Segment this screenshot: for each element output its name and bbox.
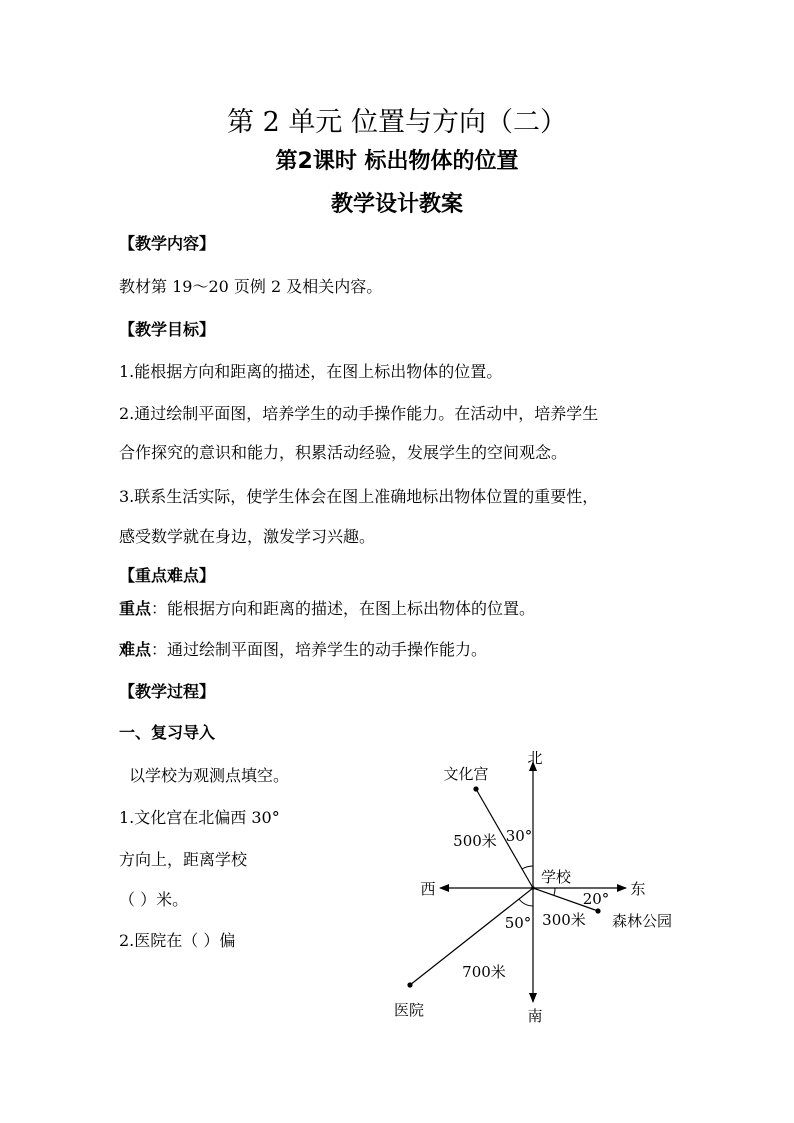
question-2-line-1: 2.医院在（ ）偏 (119, 931, 236, 950)
question-1-line-1: 1.文化宫在北偏西 30° (119, 808, 280, 827)
east-label: 东 (630, 880, 646, 898)
distance-culture-palace: 500米 (453, 832, 497, 850)
doc-type-title: 教学设计教案 (330, 192, 463, 217)
culture-palace-point (473, 786, 478, 791)
angle-arc-50 (519, 899, 533, 906)
content-heading: 【教学内容】 (119, 234, 216, 253)
content-text: 教材第 19～20 页例 2 及相关内容。 (119, 277, 383, 296)
process-heading: 【教学过程】 (119, 682, 216, 701)
question-1-line-2: 方向上，距离学校 (119, 850, 248, 869)
angle-arc-20 (554, 888, 555, 895)
west-label: 西 (420, 880, 436, 898)
question-1-blank-line: （ ）米。 (119, 890, 189, 909)
angle-forest-park: 20° (582, 890, 610, 908)
goal-3-line-2: 感受数学就在身边，激发学习兴趣。 (119, 527, 376, 546)
north-label: 北 (527, 749, 543, 767)
hospital-point (407, 982, 412, 987)
angle-hospital: 50° (504, 914, 532, 932)
angle-culture-palace: 30° (505, 827, 533, 845)
forest-park-label: 森林公园 (611, 912, 673, 930)
intro-text: 以学校为观测点填空。 (129, 766, 290, 785)
lesson-title: 第2课时 标出物体的位置 (275, 149, 519, 174)
document-title: 第 2 单元 位置与方向（二） (227, 107, 567, 138)
culture-palace-label: 文化宫 (443, 765, 489, 783)
key-point-label: 重点 (119, 599, 152, 618)
goal-3-line-1: 3.联系生活实际，使学生体会在图上准确地标出物体位置的重要性， (119, 487, 599, 506)
goal-1: 1.能根据方向和距离的描述，在图上标出物体的位置。 (119, 362, 503, 381)
key-points-heading: 【重点难点】 (119, 566, 216, 585)
difficulty-text: ：通过绘制平面图，培养学生的动手操作能力。 (151, 640, 488, 659)
difficulty-label: 难点 (119, 640, 152, 659)
school-point (531, 886, 535, 890)
angle-arc-30 (522, 866, 533, 869)
forest-park-point (595, 908, 600, 913)
goal-2-line-1: 2.通过绘制平面图，培养学生的动手操作能力。在活动中，培养学生 (119, 404, 599, 423)
distance-hospital: 700米 (462, 963, 506, 981)
goals-heading: 【教学目标】 (119, 320, 216, 339)
part-1-heading: 一、复习导入 (119, 723, 216, 742)
school-label: 学校 (540, 868, 572, 886)
south-label: 南 (527, 1007, 543, 1025)
goal-2-line-2: 合作探究的意识和能力，积累活动经验，发展学生的空间观念。 (119, 443, 568, 462)
distance-forest-park: 300米 (542, 911, 586, 929)
key-point-text: ：能根据方向和距离的描述，在图上标出物体的位置。 (151, 599, 536, 618)
hospital-label: 医院 (393, 1001, 425, 1019)
